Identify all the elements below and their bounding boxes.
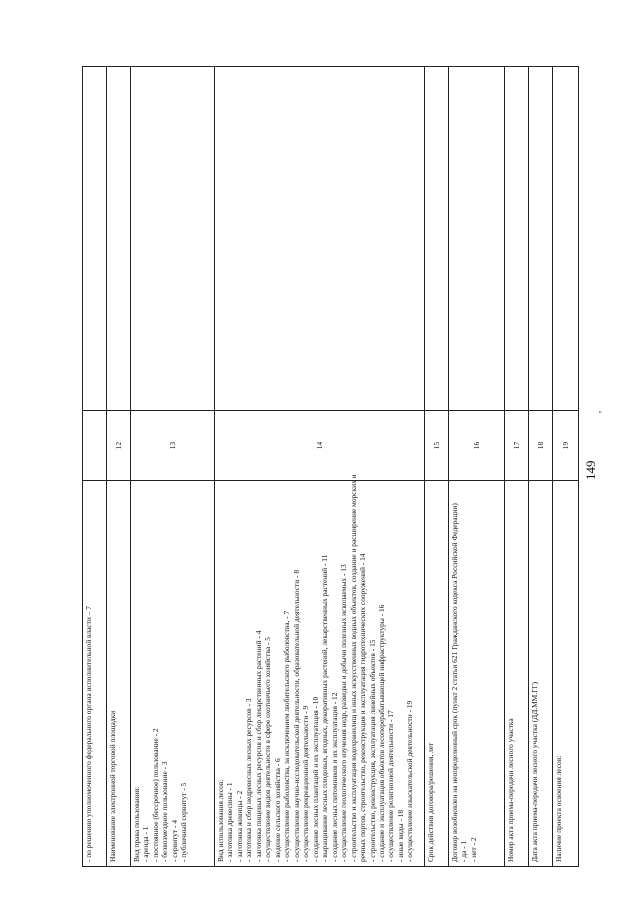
row-option: - создание лесных плантаций и их эксплуатация - 10 — [310, 696, 320, 862]
row-option: - ведение сельского хозяйства - 6 — [272, 758, 282, 862]
row-option: - создание лесных питомников и их эксплуатация - 12 — [329, 692, 339, 862]
row-label: Вид права пользования: — [132, 786, 141, 862]
row-option: - создание и эксплуатация объектов лесоперерабатывающей инфраструктуры - 16 — [376, 604, 386, 862]
row-value-cell[interactable] — [107, 67, 131, 411]
row-value-cell[interactable] — [83, 67, 107, 411]
row-label-cell — [107, 481, 131, 867]
row-option: - осуществление геологического изучения недр, разведки и добычи полезных ископаемых - 13 — [339, 564, 349, 862]
row-label: Наименование электронной торговой площадки — [108, 710, 117, 862]
row-number: 14 — [215, 411, 425, 481]
row-label: Вид использования лесов: — [216, 779, 225, 862]
form-row — [215, 67, 425, 867]
form-row — [83, 67, 107, 867]
row-label: Наличие проекта освоения лесов: — [554, 755, 563, 862]
row-value-cell[interactable] — [131, 67, 215, 411]
row-number: 13 — [131, 411, 215, 481]
row-label: Дата акта приема-передачи лесного участка (ДД.ММ.ГГ) — [530, 681, 539, 862]
row-label-cell — [449, 481, 505, 867]
row-option: - безвозмездное пользование - 3 — [160, 761, 170, 862]
row-number: 19 — [553, 411, 579, 481]
row-number — [83, 411, 107, 481]
row-option: - осуществление видов деятельности в сфере охотничьего хозяйства - 5 — [263, 637, 273, 862]
form-row — [553, 67, 579, 867]
row-option: - осуществление рекреационной деятельности - 9 — [301, 705, 311, 862]
row-value-cell[interactable] — [215, 67, 425, 411]
row-label: - по решению уполномоченного федерального органа исполнительной власти – 7 — [84, 606, 93, 862]
row-value-cell[interactable] — [529, 67, 553, 411]
row-option: - осуществление изыскательской деятельности - 19 — [405, 700, 415, 862]
row-option: - публичный сервитут - 5 — [179, 782, 189, 862]
row-option: - осуществление рыболовства, за исключением любительского рыболовства, - 7 — [282, 610, 292, 862]
row-value-cell[interactable] — [425, 67, 449, 411]
row-value-cell[interactable] — [505, 67, 529, 411]
row-option: речных портов, строительство, реконструкция и эксплуатация гидротехнических сооружений - 14 — [358, 553, 368, 862]
row-label: Договор возобновлен на неопределенный срок (пункт 2 статьи 621 Гражданского кодекса Российской Федерации) — [450, 503, 459, 862]
form-row — [131, 67, 215, 867]
row-option: - осуществление научно-исследовательской деятельности, образовательной деятельности - 8 — [291, 569, 301, 862]
row-number: 12 — [107, 411, 131, 481]
row-option: - осуществление религиозной деятельности - 17 — [386, 710, 396, 862]
row-option: - строительство, реконструкция, эксплуатация линейных объектов - 15 — [367, 639, 377, 862]
row-option: - нет - 2 — [468, 837, 478, 862]
row-option: - иные виды - 18 — [395, 809, 405, 862]
row-number: 15 — [425, 411, 449, 481]
row-label: Номер акта приема-передачи лесного участка — [506, 718, 515, 862]
row-number: 16 — [449, 411, 505, 481]
scan-artifact-mark: ' — [598, 411, 609, 413]
row-label-cell — [215, 474, 425, 867]
form-row — [505, 67, 529, 867]
form-row — [529, 67, 553, 867]
row-number: 18 — [529, 411, 553, 481]
row-label-cell — [529, 481, 553, 867]
row-label-cell — [83, 481, 107, 867]
row-label-cell — [425, 481, 449, 867]
forest-plot-form-table — [82, 66, 579, 867]
row-label-cell — [505, 481, 529, 867]
page-number: 149 — [583, 460, 598, 480]
row-option: - заготовка и сбор недревесных лесных ресурсов - 3 — [244, 698, 254, 862]
row-option: - постоянное (бессрочное) пользование - 2 — [150, 728, 160, 862]
row-option: - выращивание лесных плодовых, ягодных, декоративных растений, лекарственных растений - 11 — [320, 554, 330, 862]
row-option: - заготовка пищевых лесных ресурсов и сбор лекарственных растений - 4 — [253, 630, 263, 862]
form-row — [425, 67, 449, 867]
row-option: - строительство и эксплуатация водохранилищ и иных искусственных водных объектов, создание и расширение морских и — [348, 474, 358, 862]
row-option: - заготовка живицы - 2 — [234, 790, 244, 862]
row-number: 17 — [505, 411, 529, 481]
row-value-cell[interactable] — [449, 67, 505, 411]
row-option: - аренда - 1 — [141, 826, 151, 862]
form-row — [107, 67, 131, 867]
row-option: - да - 1 — [459, 840, 469, 862]
row-label: Срок действия договора/решения, лет — [426, 742, 435, 862]
row-label-cell — [553, 481, 579, 867]
row-label-cell — [131, 481, 215, 867]
form-row — [449, 67, 505, 867]
row-option: - заготовка древесины - 1 — [225, 782, 235, 862]
row-option: - сервитут - 4 — [169, 819, 179, 862]
row-value-cell[interactable] — [553, 67, 579, 411]
